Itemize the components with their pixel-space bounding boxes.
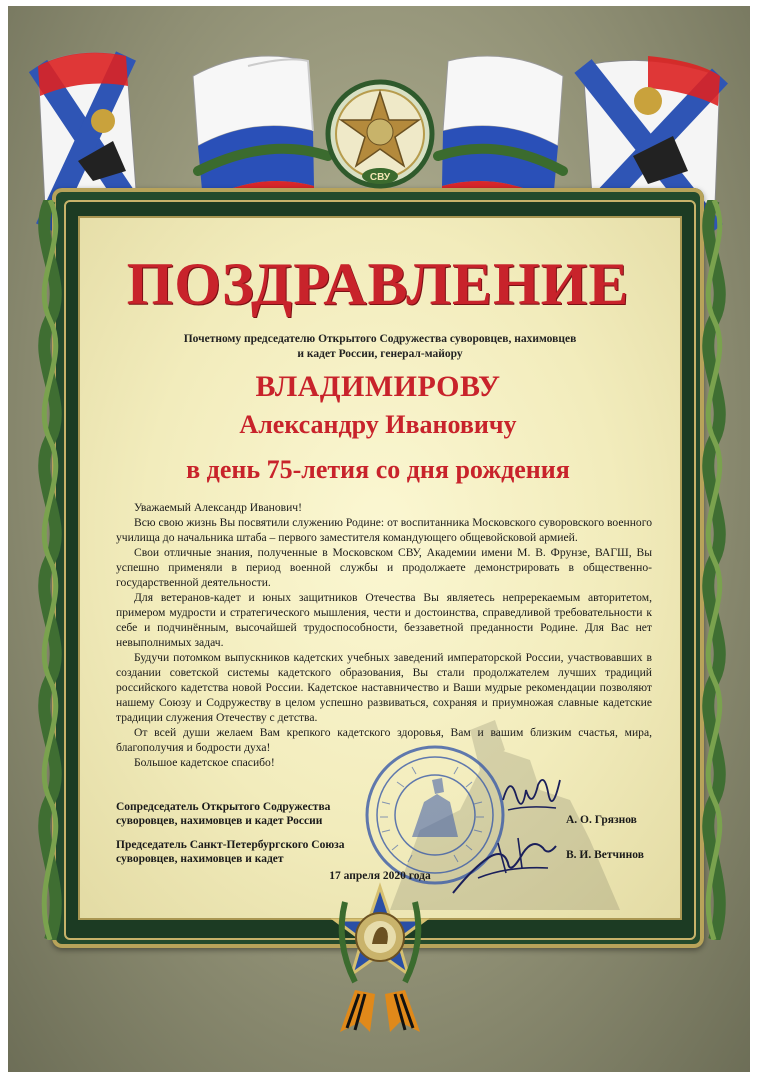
paragraph-4: Будучи потомком выпускников кадетских учебных заведений императорской России, участвовавших в создании советской системы кадетского образования, Вы стали продолжателем лучших традиций российского кадетства новой России. Кадетское наставничество и Ваши мудрые рекомендации позволяют нашему Союзу и Содружеству в целом успешно развиваться, сохраняя и приумножая славные кадетские традиции служения Отечеству с детства. xyxy=(116,651,652,724)
greeting: Уважаемый Александр Иванович! xyxy=(134,501,302,514)
paragraph-5: От всей души желаем Вам крепкого кадетского здоровья, Вам и вашим близким счастья, мира, благополучия и бодрости духа! xyxy=(116,726,652,754)
issue-date: 17 апреля 2020 года xyxy=(329,870,431,882)
badge-text: СВУ xyxy=(369,172,391,183)
signatory-1-position-line-2: суворовцев, нахимовцев и кадет России xyxy=(116,815,323,827)
cadet-emblem-icon xyxy=(325,882,435,1032)
paragraph-1: Всю свою жизнь Вы посвятили служению Родине: от воспитанника Московского суворовского военного училища до начальника штаба – первого заместителя командующего общевойсковой армией. xyxy=(116,516,652,544)
recipient-given-names: Александру Ивановичу xyxy=(239,410,517,439)
addressee-line-2: и кадет России, генерал-майору xyxy=(297,348,463,360)
signatory-2-name: В. И. Ветчинов xyxy=(566,849,644,861)
occasion-line: в день 75-летия со дня рождения xyxy=(186,455,570,484)
signature-2 xyxy=(448,828,560,898)
signatory-2-position-line-1: Председатель Санкт-Петербургского Союза xyxy=(116,839,345,851)
paragraph-3: Для ветеранов-кадет и юных защитников Отечества Вы являетесь непререкаемым авторитетом, примером мудрости и стратегического мышления, чести и достоинства, справедливой требовательности к себе и подчинённым, высочайшей трудоспособности, беззаветной преданности Родине. Для Вас нет невыполнимых задач. xyxy=(116,591,652,649)
signatory-1-position xyxy=(116,800,416,828)
recipient-surname: ВЛАДИМИРОВУ xyxy=(255,370,501,403)
certificate-title: ПОЗДРАВЛЕНИЕ xyxy=(126,251,630,317)
paragraph-2: Свои отличные знания, полученные в Московском СВУ, Академии имени М. В. Фрунзе, ВАГШ, Вы успешно применяли в период военной службы и продолжаете демонстрировать в общественно-государственной деятельности. xyxy=(116,546,652,589)
signatory-2-position-line-2: суворовцев, нахимовцев и кадет xyxy=(116,853,284,865)
signature-1 xyxy=(498,770,568,830)
addressee-line-1: Почетному председателю Открытого Содружества суворовцев, нахимовцев xyxy=(183,333,577,345)
signatory-1-position-line-1: Сопредседатель Открытого Содружества xyxy=(116,801,331,813)
closing-line: Большое кадетское спасибо! xyxy=(134,756,275,769)
addressee xyxy=(160,332,600,362)
signatory-1-name: А. О. Грязнов xyxy=(566,814,637,826)
suvorov-badge-icon xyxy=(325,72,435,202)
vine-right-ornament xyxy=(694,200,734,940)
letter-body xyxy=(116,500,652,770)
signatory-2-position xyxy=(116,838,416,866)
vine-left-ornament xyxy=(30,200,70,940)
